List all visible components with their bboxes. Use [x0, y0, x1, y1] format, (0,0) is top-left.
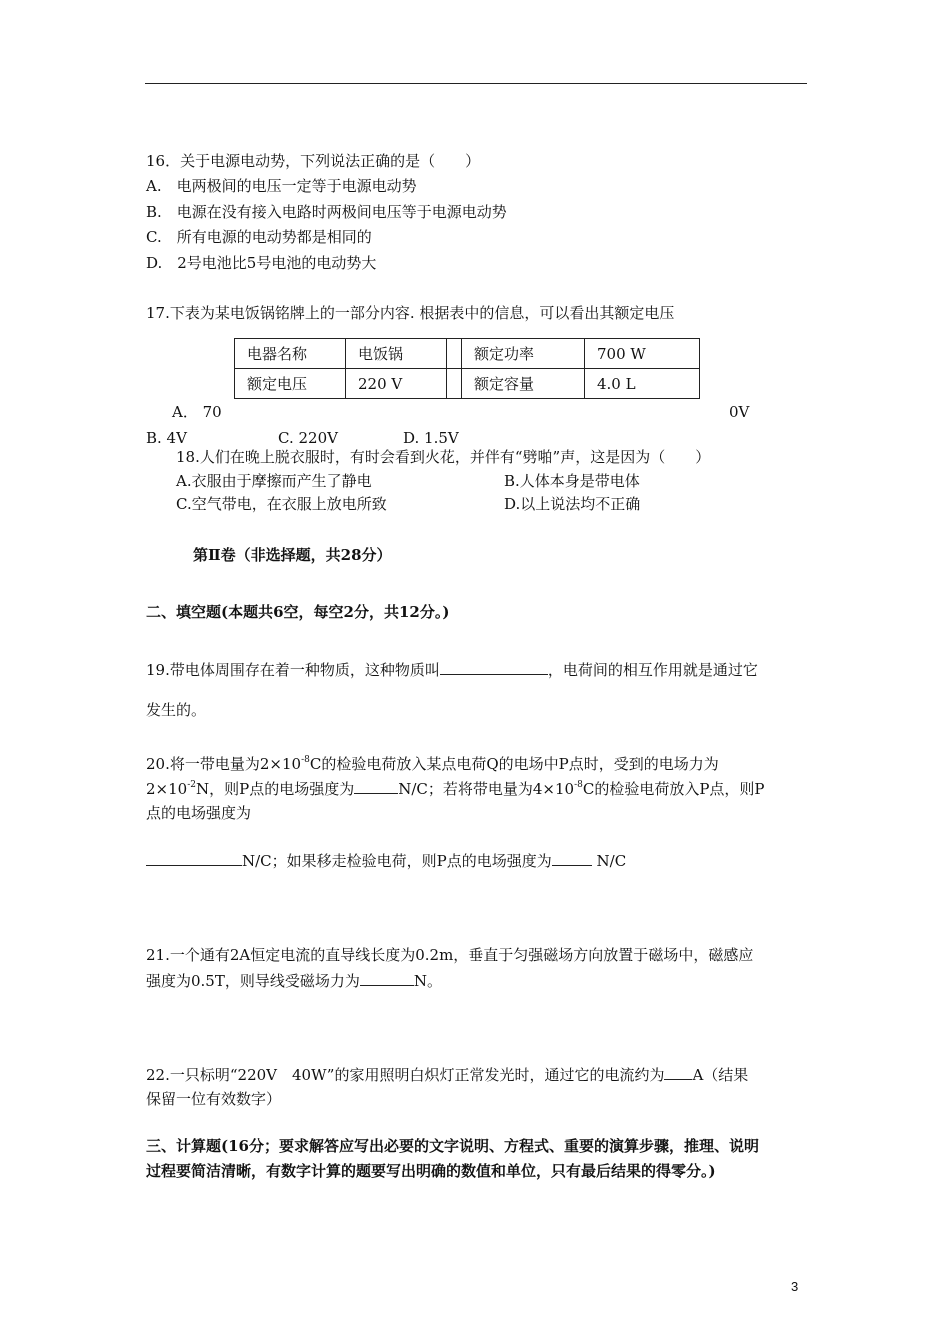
q22-text: A（结果 [692, 1066, 749, 1084]
q20-line4 [146, 851, 626, 871]
q20-line1 [146, 754, 719, 774]
q20-exponent: -8 [301, 755, 310, 765]
q17-stem: 17.下表为某电饭锅铭牌上的一部分内容. 根据表中的信息，可以看出其额定电压 [146, 304, 675, 322]
q18-option-d: D.以上说法均不正确 [504, 495, 641, 513]
q21-line1: 21.一个通有2A恒定电流的直导线长度为0.2m，垂直于匀强磁场方向放置于磁场中，磁感应 [146, 946, 754, 964]
q16-stem: 16．关于电源电动势，下列说法正确的是（ ） [146, 152, 481, 170]
table-row [235, 339, 700, 369]
table-cell [447, 339, 462, 369]
page-number: 3 [791, 1279, 799, 1294]
q20-text: C的检验电荷放入P点，则P [582, 780, 765, 798]
q17-option-b: B. 4V [146, 429, 187, 447]
table-cell: 电器名称 [235, 339, 346, 369]
q20-text: 2×10 [146, 780, 188, 798]
q21-line2 [146, 971, 442, 991]
q20-text: N/C；如果移走检验电荷，则P点的电场强度为 [242, 852, 552, 870]
section3-line2: 过程要简洁清晰，有数字计算的题要写出明确的数值和单位，只有最后结果的得零分。) [146, 1162, 716, 1180]
q19-text-after: ，电荷间的相互作用就是通过它 [547, 661, 758, 679]
part2-title: 第Ⅱ卷（非选择题，共28分） [193, 546, 392, 564]
section3-line1: 三、计算题(16分；要求解答应写出必要的文字说明、方程式、重要的演算步骤，推理、说明 [146, 1137, 759, 1155]
q18-option-a: A.衣服由于摩擦而产生了静电 [176, 472, 372, 490]
q17-option-a-right: 0V [729, 403, 750, 421]
q18-option-c: C.空气带电，在衣服上放电所致 [176, 495, 387, 513]
q20-exponent: -2 [187, 780, 196, 790]
q20-text: 20.将一带电量为2×10 [146, 755, 302, 773]
q20-exponent: -8 [574, 780, 583, 790]
q20-text: N，则P点的电场强度为 [195, 780, 355, 798]
q17-option-a-left: A． 70 [172, 403, 222, 421]
answer-blank[interactable] [146, 851, 242, 866]
q20-text: N/C [591, 852, 627, 870]
answer-blank[interactable] [354, 779, 398, 794]
q21-text: 强度为0.5T，则导线受磁场力为 [146, 972, 360, 990]
q16-option-c: C. 所有电源的电动势都是相同的 [146, 228, 372, 246]
header-rule [145, 83, 807, 84]
q21-text: N。 [413, 972, 443, 990]
q18-option-b: B.人体本身是带电体 [504, 472, 640, 490]
q22-text: 22.一只标明“220V 40W”的家用照明白炽灯正常发光时，通过它的电流约为 [146, 1066, 665, 1084]
table-row [235, 369, 700, 399]
q16-option-d: D. 2号电池比5号电池的电动势大 [146, 254, 377, 272]
table-cell: 额定功率 [462, 339, 585, 369]
q20-line3: 点的电场强度为 [146, 804, 252, 822]
answer-blank[interactable] [664, 1065, 692, 1080]
table-cell: 220 V [346, 369, 447, 399]
table-cell: 额定电压 [235, 369, 346, 399]
q18-stem: 18.人们在晚上脱衣服时，有时会看到火花，并伴有“劈啪”声，这是因为（ ） [176, 448, 711, 466]
table-cell [447, 369, 462, 399]
answer-blank[interactable] [360, 971, 414, 986]
q16-option-a: A. 电两极间的电压一定等于电源电动势 [146, 177, 417, 195]
q16-option-b: B. 电源在没有接入电路时两极间电压等于电源电动势 [146, 203, 507, 221]
q19-line2: 发生的。 [146, 701, 207, 719]
q20-text: C的检验电荷放入某点电荷Q的电场中P点时，受到的电场力为 [309, 755, 719, 773]
q22-line2: 保留一位有效数字） [146, 1090, 282, 1108]
q22-line1 [146, 1065, 748, 1085]
q20-text: N/C；若将带电量为4×10 [398, 780, 575, 798]
q17-option-c: C. 220V [278, 429, 338, 447]
answer-blank[interactable] [552, 851, 592, 866]
answer-blank[interactable] [440, 660, 548, 675]
table-cell: 4.0 L [585, 369, 700, 399]
q20-line2 [146, 779, 765, 799]
table-cell: 电饭锅 [346, 339, 447, 369]
table-cell: 700 W [585, 339, 700, 369]
q19-text-before: 19.带电体周围存在着一种物质，这种物质叫 [146, 661, 440, 679]
q17-option-d: D. 1.5V [403, 429, 459, 447]
table-cell: 额定容量 [462, 369, 585, 399]
section2-title: 二、填空题(本题共6空，每空2分，共12分。) [146, 603, 450, 621]
nameplate-table [234, 338, 700, 399]
q19-line1 [146, 660, 758, 680]
